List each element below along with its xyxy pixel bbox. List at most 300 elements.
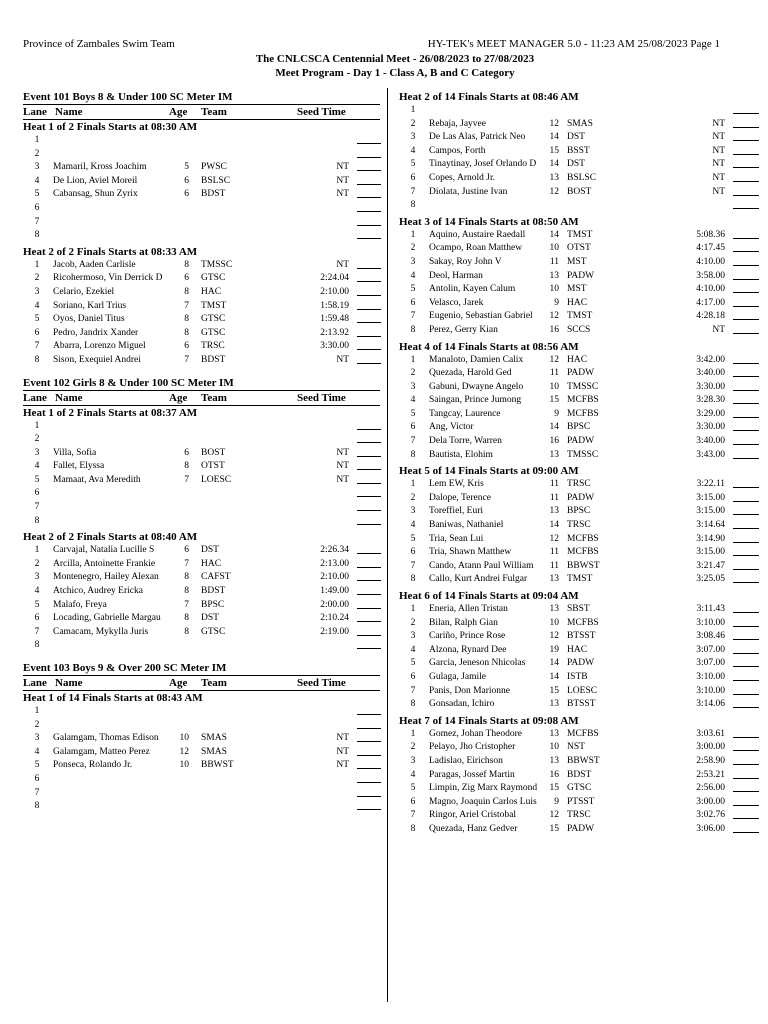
entry-row [399,573,768,587]
swimmer-team: HAC [567,297,588,308]
lane-number: 8 [34,515,40,526]
col-seed: Seed Time [297,391,346,404]
result-line [733,630,759,640]
swimmer-name: Pedro, Jandrix Xander [53,327,139,338]
result-line [357,216,381,226]
swimmer-team: TRSC [567,810,591,821]
entry-row [23,286,380,300]
lane-number: 4 [410,644,416,655]
entry-row [399,492,768,506]
lane-number: 1 [410,229,416,240]
entry-row [399,478,768,492]
entry-row [399,449,768,463]
swimmer-name: Soriano, Karl Trius [53,300,127,311]
heat-title: Heat 7 of 14 Finals Starts at 09:08 AM [399,714,579,727]
seed-time: 3:15.00 [696,492,725,503]
lane-number: 1 [34,420,40,431]
lane-number: 8 [410,574,416,585]
seed-time: 3:40.00 [696,436,725,447]
seed-time: 3:07.00 [696,644,725,655]
entry-row [23,272,380,286]
lane-number: 2 [410,742,416,753]
result-line [733,145,759,155]
seed-time: 3:22.11 [696,479,725,490]
lane-number: 7 [34,216,40,227]
entry-row [399,104,768,118]
entry-row [23,433,380,447]
seed-time: 3:25.05 [696,574,725,585]
swimmer-name: Aquino, Austaire Raedall [429,229,526,240]
swimmer-age: 9 [554,796,559,807]
lane-number: 1 [410,604,416,614]
result-line [733,324,759,334]
swimmer-age: 8 [184,572,189,583]
entry-row [399,242,768,256]
swimmer-team: NST [567,742,585,753]
swimmer-name: Gonsadan, Ichiro [429,699,495,710]
swimmer-name: Quezada, Hanz Gedver [429,823,518,834]
heat-title: Heat 4 of 14 Finals Starts at 08:56 AM [399,340,579,353]
lane-number: 2 [34,148,40,159]
col-age: Age [169,106,188,118]
result-line [357,544,381,554]
result-line [733,297,759,307]
result-line [733,519,759,529]
result-line [357,759,381,769]
swimmer-team: MCFBS [567,728,599,739]
swimmer-age: 14 [549,132,559,143]
swimmer-team: SMAS [201,746,227,757]
swimmer-name: Baniwas, Nathaniel [429,520,504,531]
swimmer-team: TMSSC [567,449,599,460]
swimmer-team: BPSC [201,599,225,610]
lane-number: 8 [410,699,416,710]
swimmer-name: Alzona, Rynard Dee [429,644,507,655]
swimmer-age: 10 [549,243,559,254]
column-header [23,675,380,691]
swimmer-name: Sakay, Roy John V [429,256,502,267]
heat-title: Heat 1 of 2 Finals Starts at 08:30 AM [23,121,198,133]
swimmer-age: 8 [184,461,189,472]
entry-row [23,571,380,585]
team-name: Province of Zambales Swim Team [23,38,175,50]
swimmer-age: 12 [549,810,559,821]
swimmer-team: GTSC [201,273,226,284]
swimmer-name: Ringor, Ariel Cristobal [429,810,516,821]
swimmer-team: BPSC [567,506,591,517]
swimmer-age: 8 [184,613,189,624]
result-line [733,354,759,364]
swimmer-team: BBWST [567,755,600,766]
result-line [357,229,381,239]
entry-row [399,118,768,132]
swimmer-name: Tria, Sean Lui [429,533,484,544]
swimmer-age: 11 [549,492,559,503]
swimmer-age: 11 [549,368,559,379]
result-line [357,800,381,810]
entry-row [23,612,380,626]
swimmer-name: De Las Alas, Patrick Neo [429,132,526,143]
lane-number: 2 [410,118,416,129]
swimmer-name: Celario, Ezekiel [53,286,115,297]
swimmer-team: GTSC [201,626,226,637]
swimmer-team: MCFBS [567,395,599,406]
swimmer-team: DST [201,545,219,556]
swimmer-age: 15 [549,145,559,156]
entry-row [23,800,380,814]
swimmer-team: MCFBS [567,547,599,558]
swimmer-age: 6 [184,447,189,458]
seed-time: 3:29.00 [696,408,725,419]
swimmer-name: Dela Torre, Warren [429,436,502,447]
seed-time: NT [336,354,349,365]
swimmer-name: Paragas, Jossef Martin [429,769,515,780]
swimmer-name: Campos, Forth [429,145,486,156]
swimmer-age: 12 [549,533,559,544]
result-line [357,272,381,282]
seed-time: 1:58.19 [320,300,349,311]
swimmer-age: 6 [184,189,189,200]
entry-row [399,546,768,560]
swimmer-age: 12 [549,118,559,129]
column-header [23,104,380,120]
event-block [23,90,380,368]
entry-row [23,585,380,599]
result-line [733,573,759,583]
result-line [357,161,381,171]
entry-row [399,782,768,796]
entry-row [23,134,380,148]
seed-time: NT [336,189,349,200]
result-line [733,256,759,266]
seed-time: 3:11.43 [696,604,725,614]
lane-number: 5 [410,159,416,170]
result-line [733,435,759,445]
seed-time: 3:03.61 [696,728,725,739]
entry-row [399,394,768,408]
event-title: Event 103 Boys 9 & Over 200 SC Meter IM [23,662,227,674]
entry-row [23,599,380,613]
entry-row [399,617,768,631]
swimmer-age: 8 [184,259,189,270]
lane-number: 7 [410,560,416,571]
lane-number: 2 [410,492,416,503]
lane-number: 3 [34,447,40,458]
seed-time: NT [712,172,725,183]
entry-row [23,759,380,773]
result-line [357,259,381,269]
swimmer-name: Jacob, Aaden Carlisle [53,259,136,270]
swimmer-name: Camacam, Mykylla Juris [53,626,149,637]
lane-number: 8 [34,354,40,365]
swimmer-team: BSST [567,145,590,156]
swimmer-name: Ricohermoso, Vin Derrick D [53,273,163,284]
seed-time: NT [712,186,725,197]
entry-row [399,796,768,810]
swimmer-team: OTST [567,243,591,254]
result-line [357,447,381,457]
result-line [733,421,759,431]
swimmer-age: 13 [549,270,559,281]
swimmer-age: 16 [549,769,559,780]
entry-row [399,229,768,243]
entry-row [23,501,380,515]
lane-number: 4 [34,300,40,311]
entry-row [23,313,380,327]
swimmer-age: 8 [184,586,189,597]
seed-time: 3:28.30 [696,395,725,406]
entry-row [399,657,768,671]
lane-number: 2 [34,434,40,445]
lane-number: 8 [410,324,416,335]
entry-row [23,420,380,434]
swimmer-team: CAFST [201,572,231,583]
swimmer-team: MCFBS [567,408,599,419]
entry-row [399,408,768,422]
lane-number: 1 [410,354,416,365]
lane-number: 5 [34,189,40,200]
lane-number: 7 [34,787,40,798]
seed-time: 3:42.00 [696,354,725,365]
swimmer-name: Gomez, Johan Theodore [429,728,522,739]
swimmer-name: Lem EW, Kris [429,479,484,490]
swimmer-name: Tria, Shawn Matthew [429,547,512,558]
result-line [357,612,381,622]
col-name: Name [55,677,83,689]
swimmer-team: GTSC [567,783,592,794]
entry-row [23,259,380,273]
swimmer-name: Perez, Gerry Kian [429,324,498,335]
swimmer-team: MST [567,256,587,267]
swimmer-age: 12 [549,631,559,642]
lane-number: 7 [410,436,416,447]
swimmer-team: MCFBS [567,533,599,544]
swimmer-name: Atchico, Audrey Ericka [53,586,143,597]
lane-number: 7 [410,685,416,696]
seed-time: 2:10.00 [320,572,349,583]
result-line [357,188,381,198]
result-line [733,617,759,627]
lane-number: 2 [410,617,416,628]
swimmer-age: 7 [184,300,189,311]
entry-row [399,324,768,338]
swimmer-age: 13 [549,728,559,739]
swimmer-age: 6 [184,273,189,284]
col-team: Team [201,677,227,689]
lane-number: 5 [34,314,40,325]
swimmer-age: 10 [179,760,189,771]
entry-row [23,773,380,787]
result-line [357,474,381,484]
swimmer-team: BOST [567,186,592,197]
result-line [733,394,759,404]
swimmer-name: Ang, Victor [429,422,474,433]
seed-time: 1:49.00 [320,586,349,597]
result-line [357,773,381,783]
result-line [733,492,759,502]
result-line [357,705,381,715]
result-line [357,585,381,595]
lane-number: 3 [34,286,40,297]
lane-number: 3 [34,162,40,173]
swimmer-team: BSLSC [567,172,597,183]
swimmer-age: 9 [554,297,559,308]
result-line [733,657,759,667]
swimmer-name: Quezada, Harold Ged [429,368,512,379]
lane-number: 5 [410,658,416,669]
col-name: Name [55,106,83,118]
entry-row [23,626,380,640]
result-line [357,420,381,430]
swimmer-team: BTSST [567,631,596,642]
entry-row [399,256,768,270]
swimmer-age: 14 [549,520,559,531]
swimmer-name: Tangcay, Laurence [429,408,501,419]
result-line [733,782,759,792]
right-column [399,90,768,837]
swimmer-age: 12 [179,746,189,757]
entry-row [399,560,768,574]
swimmer-team: BBWST [567,560,600,571]
result-line [357,460,381,470]
swimmer-name: Copes, Arnold Jr. [429,172,495,183]
swimmer-name: Bilan, Ralph Gian [429,617,498,628]
lane-number: 6 [34,773,40,784]
swimmer-name: Toreffiel, Euri [429,506,484,517]
seed-time: 3:58.00 [696,270,725,281]
seed-time: 4:28.18 [696,311,725,322]
lane-number: 8 [34,640,40,651]
seed-time: 3:15.00 [696,547,725,558]
lane-number: 3 [34,733,40,744]
result-line [733,809,759,819]
swimmer-name: Diolata, Justine Ivan [429,186,508,197]
seed-time: 3:00.00 [696,742,725,753]
heat-block [399,712,768,837]
lane-number: 6 [34,613,40,624]
entry-row [23,732,380,746]
entry-row [399,435,768,449]
result-line [357,626,381,636]
result-line [357,175,381,185]
swimmer-age: 8 [184,626,189,637]
lane-number: 2 [410,368,416,379]
swimmer-age: 12 [549,186,559,197]
swimmer-name: Bautista, Elohim [429,449,493,460]
swimmer-age: 11 [549,547,559,558]
lane-number: 7 [410,810,416,821]
column-divider [387,88,388,1002]
heat-title: Heat 5 of 14 Finals Starts at 09:00 AM [399,465,579,478]
heat-title: Heat 1 of 14 Finals Starts at 08:43 AM [23,692,203,704]
seed-time: 3:30.00 [696,381,725,392]
result-line [357,433,381,443]
swimmer-team: OTST [201,461,225,472]
lane-number: 3 [410,631,416,642]
result-line [357,300,381,310]
swimmer-name: Eugenio, Sebastian Gabriel [429,311,533,322]
seed-time: 3:07.00 [696,658,725,669]
lane-number: 1 [34,259,40,270]
swimmer-team: GTSC [201,314,226,325]
swimmer-team: LOESC [567,685,598,696]
seed-time: NT [336,760,349,771]
seed-time: 3:40.00 [696,368,725,379]
entry-row [23,474,380,488]
lane-number: 4 [410,395,416,406]
result-line [357,639,381,649]
entry-row [23,202,380,216]
seed-time: 2:10.24 [320,613,349,624]
swimmer-name: Cando, Atann Paul William [429,560,534,571]
swimmer-name: Gabuni, Dwayne Angelo [429,381,524,392]
lane-number: 1 [34,545,40,556]
result-line [733,104,759,114]
swimmer-age: 13 [549,172,559,183]
entry-row [23,639,380,653]
lane-number: 4 [34,586,40,597]
result-line [357,340,381,350]
lane-number: 6 [34,488,40,499]
swimmer-age: 6 [184,175,189,186]
lane-number: 4 [410,520,416,531]
swimmer-team: SMAS [567,118,593,129]
seed-time: 3:08.46 [696,631,725,642]
entry-row [399,172,768,186]
lane-number: 6 [410,297,416,308]
seed-time: NT [336,746,349,757]
swimmer-name: Mamaat, Ava Meredith [53,474,141,485]
event-block [23,368,380,654]
swimmer-age: 14 [549,658,559,669]
seed-time: 4:17.45 [696,243,725,254]
swimmer-name: Limpin, Zig Marx Raymond [429,783,538,794]
seed-time: NT [336,259,349,270]
result-line [733,671,759,681]
entry-row [399,505,768,519]
swimmer-name: Abarra, Lorenzo Miguel [53,341,146,352]
swimmer-age: 13 [549,574,559,585]
swimmer-age: 15 [549,685,559,696]
seed-time: 2:56.00 [696,783,725,794]
swimmer-name: Panis, Don Marionne [429,685,511,696]
entry-row [23,327,380,341]
result-line [357,515,381,525]
result-line [357,354,381,364]
lane-number: 5 [410,783,416,794]
seed-time: NT [336,162,349,173]
swimmer-name: Deol, Harman [429,270,483,281]
swimmer-team: TMST [567,311,593,322]
seed-time: 3:10.00 [696,671,725,682]
swimmer-team: ISTB [567,671,588,682]
result-line [733,131,759,141]
swimmer-age: 13 [549,755,559,766]
entry-row [23,229,380,243]
lane-number: 3 [410,256,416,267]
seed-time: 4:17.00 [696,297,725,308]
swimmer-team: TMSSC [567,381,599,392]
seed-time: 1:59.48 [320,314,349,325]
swimmer-team: BDST [201,189,226,200]
result-line [733,199,759,209]
heat-title: Heat 6 of 14 Finals Starts at 09:04 AM [399,590,579,602]
lane-number: 4 [410,769,416,780]
seed-time: NT [712,159,725,170]
entry-row [23,487,380,501]
swimmer-team: SCCS [567,324,591,335]
swimmer-age: 5 [184,162,189,173]
